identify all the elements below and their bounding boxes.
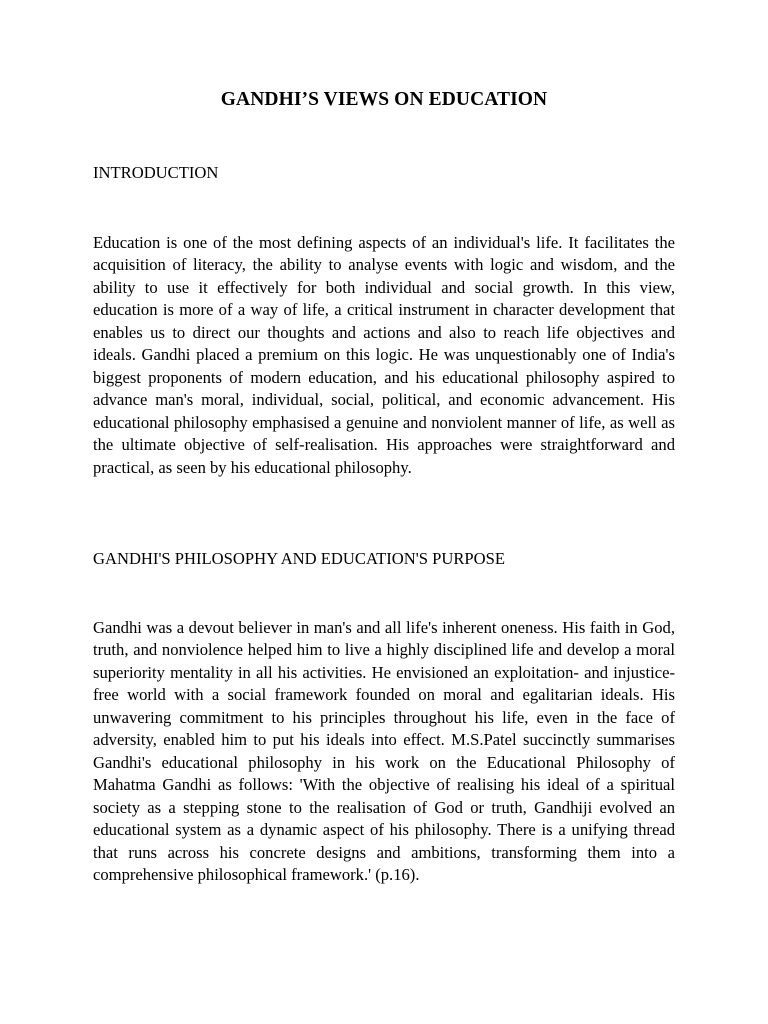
section-paragraph-introduction: Education is one of the most defining aspects of an individual's life. It facilitates the acquisition of literacy, the ability to analyse events with logic and wisdom, and the ability to use it effectively for both individual and social growth. In this view, education is more of a way of life, a critical instrument in character development that enables us to direct our thoughts and actions and also to reach life objectives and ideals. Gandhi placed a premium on this logic. He was unquestionably one of India's biggest proponents of modern education, and his educational philosophy aspired to advance man's moral, individual, social, political, and economic advancement. His educational philosophy emphasised a genuine and nonviolent manner of life, as well as the ultimate objective of self-realisation. His approaches were straightforward and practical, as seen by his educational philosophy. [93, 233, 675, 477]
document-title: GANDHI’S VIEWS ON EDUCATION [220, 89, 548, 110]
section-paragraph-philosophy: Gandhi was a devout believer in man's and all life's inherent oneness. His faith in God, truth, and nonviolence helped him to live a highly disciplined life and develop a moral superiority mentality in all his activities. He envisioned an exploitation- and injustice-free world with a social framework founded on moral and egalitarian ideals. His unwavering commitment to his principles throughout his life, even in the face of adversity, enabled him to put his ideals into effect. M.S.Patel succinctly summarises Gandhi's educational philosophy in his work on the Educational Philosophy of Mahatma Gandhi as follows: 'With the objective of realising his ideal of a spiritual society as a stepping stone to the realisation of God or truth, Gandhiji evolved an educational system as a dynamic aspect of his philosophy. There is a unifying thread that runs across his concrete designs and ambitions, transforming them into a comprehensive philosophical framework.' (p.16). [93, 618, 675, 884]
section-heading-introduction: INTRODUCTION [93, 163, 219, 182]
section-heading-philosophy: GANDHI'S PHILOSOPHY AND EDUCATION'S PURPOSE [93, 549, 505, 568]
